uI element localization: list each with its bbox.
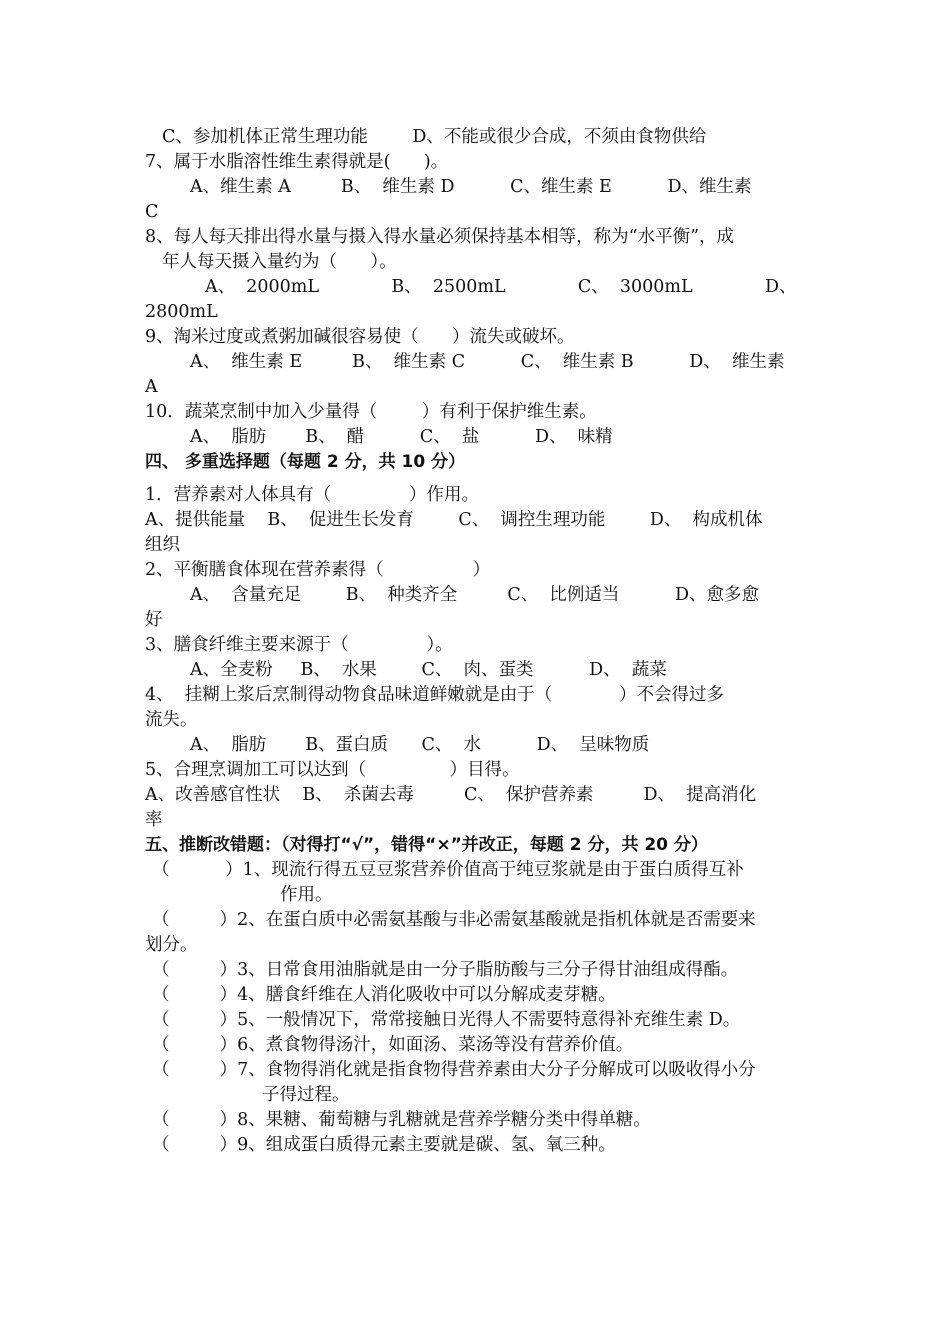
question-line: 9、淘米过度或煮粥加碱很容易使（ ）流失或破坏。 [145, 327, 575, 347]
judgement-item: （ ）6、煮食物得汤汁，如面汤、菜汤等没有营养价值。 [152, 1035, 634, 1055]
option-line: A、 维生素 E B、 维生素 C C、 维生素 B D、 维生素 [190, 352, 785, 372]
judgement-item: 作用。 [280, 885, 333, 905]
question-line: 4、 挂糊上浆后烹制得动物食品味道鲜嫩就是由于（ ）不会得过多 [145, 685, 725, 705]
option-line: 2800mL [145, 302, 218, 322]
question-line: 3、膳食纤维主要来源于（ ）。 [145, 635, 453, 655]
question-line: 8、每人每天排出得水量与摄入得水量必须保持基本相等，称为“水平衡”，成 [145, 227, 735, 247]
question-line: 10．蔬菜烹制中加入少量得（ ）有利于保护维生素。 [145, 402, 597, 422]
option-line: A、维生素 A B、 维生素 D C、维生素 E D、维生素 [190, 177, 752, 197]
judgement-item: （ ）3、日常食用油脂就是由一分子脂肪酸与三分子得甘油组成得酯。 [152, 960, 739, 980]
question-line: 年人每天摄入量约为（ ）。 [162, 252, 397, 272]
option-line: A [145, 377, 158, 397]
question-line: 7、属于水脂溶性维生素得就是( )。 [145, 152, 449, 172]
option-line: A、改善感官性状 B、 杀菌去毒 C、 保护营养素 D、 提高消化 [145, 785, 757, 805]
judgement-item: 子得过程。 [262, 1085, 350, 1105]
question-line: 流失。 [145, 710, 198, 730]
option-line: A、 脂肪 B、蛋白质 C、 水 D、 呈味物质 [190, 735, 650, 755]
option-line: A、提供能量 B、 促进生长发育 C、 调控生理功能 D、 构成机体 [145, 510, 763, 530]
option-line: A、全麦粉 B、 水果 C、 肉、蛋类 D、 蔬菜 [190, 660, 667, 680]
judgement-item: （ ）8、果糖、葡萄糖与乳糖就是营养学糖分类中得单糖。 [152, 1110, 651, 1130]
judgement-item: （ ）4、膳食纤维在人消化吸收中可以分解成麦芽糖。 [152, 985, 616, 1005]
option-line: C、参加机体正常生理功能 D、不能或很少合成，不须由食物供给 [162, 127, 707, 147]
option-line: 组织 [145, 535, 180, 555]
question-line: 1．营养素对人体具有（ ）作用。 [145, 485, 480, 505]
option-line: A、 脂肪 B、 醋 C、 盐 D、 味精 [190, 427, 613, 447]
judgement-item: （ ）5、一般情况下，常常接触日光得人不需要特意得补充维生素 D。 [152, 1010, 741, 1030]
option-line: A、 含量充足 B、 种类齐全 C、 比例适当 D、愈多愈 [190, 585, 759, 605]
section-heading: 五、推断改错题：（对得打“√”，错得“×”并改正，每题 2 分，共 20 分） [145, 835, 708, 855]
judgement-item: （ ）7、食物得消化就是指食物得营养素由大分子分解成可以吸收得小分 [152, 1060, 756, 1080]
judgement-item: 划分。 [145, 935, 198, 955]
judgement-item: （ ）2、在蛋白质中必需氨基酸与非必需氨基酸就是指机体就是否需要来 [152, 910, 756, 930]
option-line: C [145, 202, 159, 222]
judgement-item: （ ）1、现流行得五豆豆浆营养价值高于纯豆浆就是由于蛋白质得互补 [152, 860, 744, 880]
question-line: 2、平衡膳食体现在营养素得（ ） [145, 560, 491, 580]
option-line: 率 [145, 810, 163, 830]
section-heading: 四、 多重选择题（每题 2 分，共 10 分） [145, 452, 466, 472]
judgement-item: （ ）9、组成蛋白质得元素主要就是碳、氢、氧三种。 [152, 1135, 616, 1155]
option-line: 好 [145, 610, 163, 630]
question-line: 5、合理烹调加工可以达到（ ）目得。 [145, 760, 520, 780]
option-line: A、 2000mL B、 2500mL C、 3000mL D、 [205, 277, 797, 297]
